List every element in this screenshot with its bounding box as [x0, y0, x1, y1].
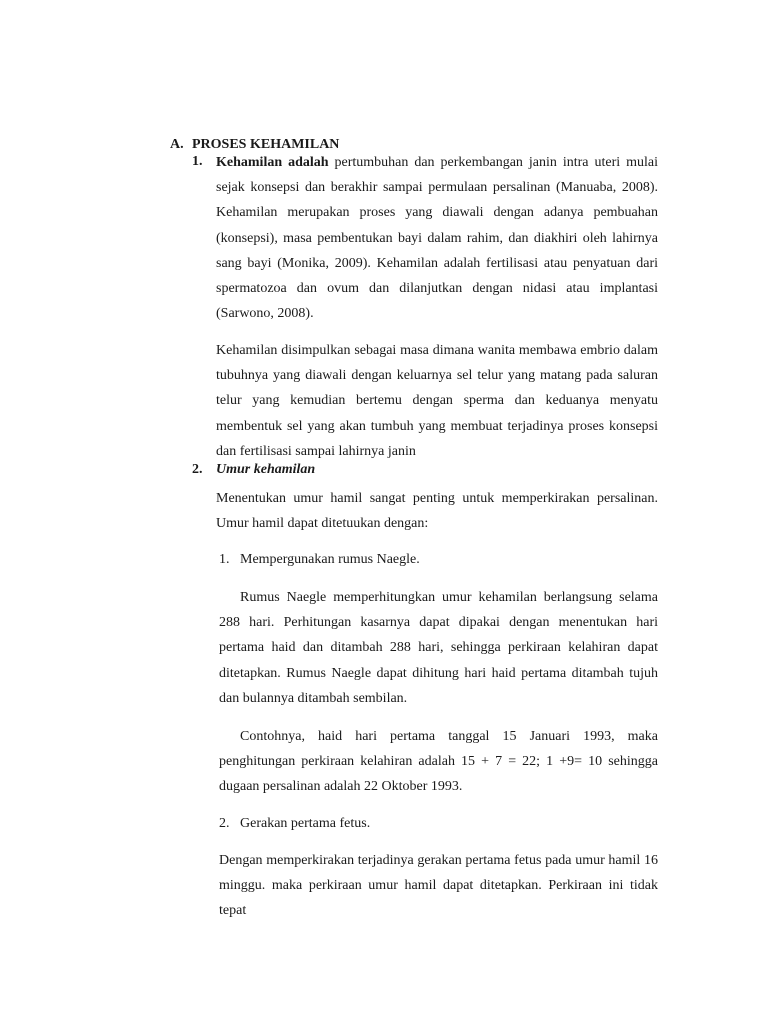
- sub-1-paragraph-2: Contohnya, haid hari pertama tanggal 15 Januari 1993, maka penghitungan perkiraan kelahiran adalah 15 + 7 = 22; 1 +9= 10 sehingga dugaan persalinan adalah 22 Oktober 1993.: [219, 729, 658, 795]
- item-2-title: Umur kehamilan: [216, 462, 316, 477]
- sub-2-title: Gerakan pertama fetus.: [240, 816, 371, 831]
- item-1-lead: Kehamilan adalah: [216, 155, 329, 170]
- item-2-intro: Menentukan umur hamil sangat penting untuk memperkirakan persalinan. Umur hamil dapat ditetuukan dengan:: [216, 491, 658, 532]
- section-title: PROSES KEHAMILAN: [192, 137, 340, 152]
- item-2-number: 2.: [192, 462, 203, 477]
- item-1-paragraph-2: Kehamilan disimpulkan sebagai masa dimana wanita membawa embrio dalam tubuhnya yang diawali dengan keluarnya sel telur yang matang pada saluran telur yang kemudian bertemu dengan sperma dan keduanya menyatu membentuk sel yang akan tumbuh yang membuat terjadinya proses konsepsi dan fertilisasi sampai lahirnya janin: [216, 343, 658, 459]
- sub-2-paragraph: Dengan memperkirakan terjadinya gerakan pertama fetus pada umur hamil 16 minggu. maka perkiraan umur hamil dapat ditetapkan. Perkiraan ini tidak tepat: [219, 853, 658, 919]
- sub-2-number: 2.: [219, 816, 230, 831]
- sub-1-paragraph-1: Rumus Naegle memperhitungkan umur kehamilan berlangsung selama 288 hari. Perhitungan kasarnya dapat dipakai dengan menentukan hari pertama haid dan ditambah 288 hari, sehingga perkiraan kelahiran dapat ditetapkan. Rumus Naegle dapat dihitung hari haid pertama ditambah tujuh dan bulannya ditambah sembilan.: [219, 590, 658, 706]
- item-1-number: 1.: [192, 154, 203, 169]
- sub-1-number: 1.: [219, 552, 230, 567]
- item-1-paragraph: [216, 150, 658, 326]
- item-1-text: pertumbuhan dan perkembangan janin intra uteri mulai sejak konsepsi dan berakhir sampai permulaan persalinan (Manuaba, 2008). Kehamilan merupakan proses yang diawali dengan adanya pembuahan (konsepsi), masa pembentukan bayi dalam rahim, dan diakhiri oleh lahirnya sang bayi (Monika, 2009). Kehamilan adalah fertilisasi atau penyatuan dari spermatozoa dan ovum dan dilanjutkan dengan nidasi atau implantasi (Sarwono, 2008).: [216, 155, 658, 322]
- section-letter: A.: [170, 137, 184, 152]
- sub-1-title: Mempergunakan rumus Naegle.: [240, 552, 420, 567]
